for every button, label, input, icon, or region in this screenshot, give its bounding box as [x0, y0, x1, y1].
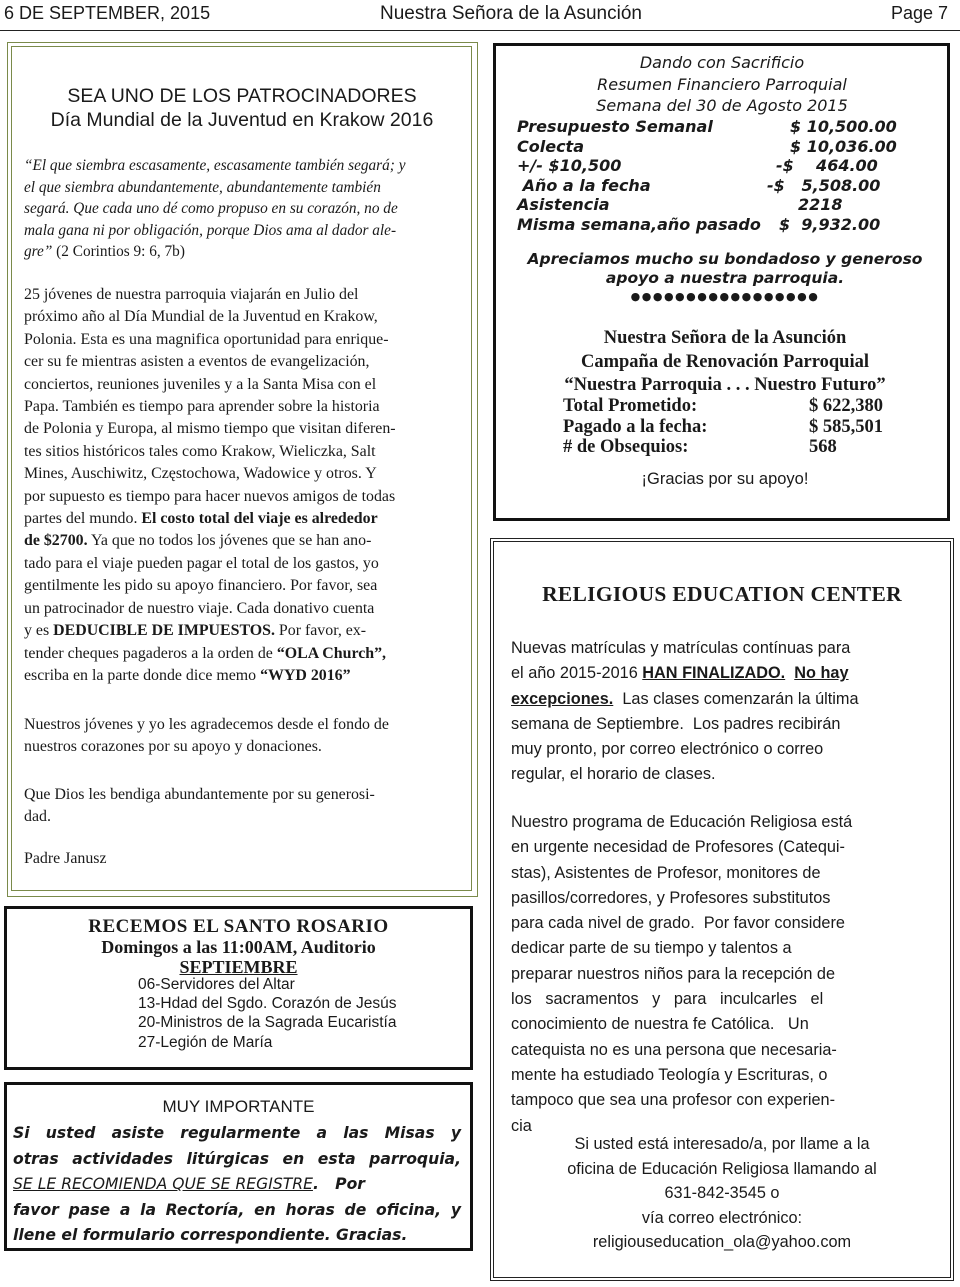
- important-body: [13, 1121, 461, 1249]
- thanks-line: Nuestros jóvenes y yo les agradecemos desde el fondo de: [24, 716, 389, 733]
- religious-line: regular, el horario de clases.: [511, 765, 716, 784]
- quote-line: gre”: [24, 243, 53, 260]
- tax-deductible-text: DEDUCIBLE DE IMPUESTOS.: [53, 622, 275, 640]
- important-line: Si usted asiste regularmente a las Misas y: [13, 1124, 461, 1142]
- memo-text: “WYD 2016”: [260, 666, 351, 684]
- finance-row: Asistencia 2218: [517, 195, 843, 215]
- important-line: . Por: [312, 1175, 365, 1193]
- finance-week: Semana del 30 de Agosto 2015: [596, 96, 848, 115]
- religious-line: Nuestro programa de Educación Religiosa está: [511, 813, 853, 831]
- quote-line: mala gana ni por obligación, porque Dios ama al dador ale-: [24, 221, 397, 239]
- religious-contact: [495, 1132, 949, 1255]
- contact-line: oficina de Educación Religiosa llamando al: [567, 1159, 877, 1178]
- body-line: Polonia. Esta es una magnifica oportunidad para enrique-: [24, 330, 389, 348]
- body-line: conciertos, reuniones juveniles y a la Santa Misa con el: [24, 375, 377, 393]
- patron-thanks: [24, 714, 454, 758]
- religious-line: el año 2015-2016: [511, 664, 643, 683]
- campaign-table: [563, 396, 933, 458]
- body-line: tado para el viaje pueden pagar el total de los gastos, yo: [24, 554, 379, 572]
- religious-volunteers: [511, 810, 941, 1139]
- patron-body: [24, 284, 452, 687]
- religious-line: stas), Asistentes de Profesor, monitores de: [511, 863, 821, 882]
- quote-line: “El que siembra escasamente, escasamente también segará; y: [24, 157, 406, 174]
- body-line: Papa. También es tiempo para aprender sobre la historia: [24, 398, 380, 416]
- important-line: favor pase a la Rectoría, en horas de oficina, y: [13, 1200, 461, 1219]
- finance-thanks-line: Apreciamos mucho su bondadoso y generoso: [527, 250, 923, 268]
- body-line: gentilmente les pido su apoyo financiero. Por favor, sea: [24, 577, 378, 595]
- body-line: 25 jóvenes de nuestra parroquia viajarán en Julio del: [24, 286, 359, 303]
- contact-email[interactable]: religiouseducation_ola@yahoo.com: [592, 1233, 852, 1252]
- body-line: de Polonia y Europa, al mismo tiempo que visitan diferen-: [24, 420, 396, 438]
- blessing-line: dad.: [24, 808, 51, 825]
- campaign-title: Nuestra Señora de la Asunción: [603, 328, 847, 348]
- patron-title-line1: SEA UNO DE LOS PATROCINADORES: [67, 85, 417, 107]
- campaign-row: Pagado a la fecha: $ 585,501: [563, 416, 883, 437]
- body-line: un patrocinador de nuestro viaje. Cada donativo cuenta: [24, 599, 375, 617]
- rosary-title: RECEMOS EL SANTO ROSARIO: [88, 916, 389, 937]
- rosary-item: 20-Ministros de la Sagrada Eucaristía: [138, 1014, 397, 1032]
- header-rule: [0, 30, 960, 31]
- important-title: MUY IMPORTANTE: [162, 1097, 315, 1116]
- religious-line: en urgente necesidad de Profesores (Catequi-: [511, 838, 845, 857]
- rosary-schedule: [138, 975, 397, 1052]
- campaign-row: Total Prometido: $ 622,380: [563, 396, 883, 416]
- campaign-slogan: “Nuestra Parroquia . . . Nuestro Futuro”: [564, 375, 886, 395]
- blessing-line: Que Dios les bendiga abundantemente por su generosi-: [24, 786, 375, 803]
- body-line: y es: [24, 622, 54, 640]
- religious-line: preparar nuestros niños para la recepción de: [511, 964, 836, 983]
- religious-line: Las clases comenzarán la última: [613, 689, 859, 708]
- religious-line: dedicar parte de su tiempo y talentos a: [511, 939, 792, 958]
- religious-line: pasillos/corredores, y Profesores substitutos: [511, 888, 831, 907]
- header-title: Nuestra Señora de la Asunción: [380, 3, 642, 24]
- quote-citation: (2 Corintios 9: 6, 7b): [52, 243, 185, 260]
- religious-title: RELIGIOUS EDUCATION CENTER: [542, 582, 902, 606]
- rosary-item: 06-Servidores del Altar: [138, 976, 295, 993]
- finance-row: Año a la fecha -$ 5,508.00: [517, 175, 881, 195]
- rosary-item: 27-Legión de María: [138, 1033, 273, 1051]
- body-line: escriba en la parte donde dice memo: [24, 666, 261, 684]
- trip-cost-amount: de $2700.: [24, 532, 88, 550]
- body-line: por supuesto es tiempo para hacer nuevos amigos de todas: [24, 487, 396, 505]
- finance-thanks: [500, 250, 950, 288]
- header-date: 6 DE SEPTEMBER, 2015: [4, 3, 211, 23]
- quote-line: segará. Que cada uno dé como propuso en su corazón, no de: [24, 200, 398, 217]
- body-line: cer su fe mientras asisten a eventos de evangelización,: [24, 353, 370, 371]
- no-exceptions-cont: excepciones.: [511, 689, 614, 708]
- religious-line: semana de Septiembre. Los padres recibirán: [511, 714, 841, 733]
- religious-line: Nuevas matrículas y matrículas contínuas para: [511, 639, 851, 657]
- body-line: partes del mundo.: [24, 510, 142, 528]
- finance-row: Misma semana,año pasado $ 9,932.00: [517, 214, 881, 234]
- patron-blessing: [24, 784, 454, 828]
- finance-subtitle: Resumen Financiero Parroquial: [597, 74, 847, 94]
- campaign-titles: [500, 326, 950, 374]
- campaign-row: # de Obsequios: 568: [563, 437, 837, 457]
- patron-signature: Padre Janusz: [24, 850, 107, 867]
- body-line: tender cheques pagaderos a la orden de: [24, 644, 277, 662]
- campaign-thanks: ¡Gracias por su apoyo!: [641, 470, 809, 488]
- religious-line: tampoco que sea una profesor con experien-: [511, 1091, 836, 1110]
- register-notice: SE LE RECOMIENDA QUE SE REGISTRE: [13, 1175, 313, 1193]
- body-line: Por favor, ex-: [274, 622, 367, 640]
- finance-title: Dando con Sacrificio: [639, 53, 805, 72]
- dot-divider: ●●●●●●●●●●●●●●●●●: [630, 290, 820, 303]
- finance-row: Colecta $ 10,036.00: [517, 136, 897, 156]
- religious-line: los sacramentos y para inculcarles el: [511, 990, 824, 1009]
- body-line: tes sitios históricos tales como Krakow, Wieliczka, Salt: [24, 442, 376, 460]
- payee-text: “OLA Church”,: [276, 644, 387, 662]
- rosary-month: SEPTIEMBRE: [179, 957, 298, 977]
- body-line: próximo año al Día Mundial de la Juventud en Krakow,: [24, 308, 378, 326]
- religious-line: cia: [511, 1116, 532, 1135]
- finance-table: [517, 117, 937, 235]
- thanks-line: nuestros corazones por su apoyo y donaciones.: [24, 738, 322, 755]
- patron-title-line2: Día Mundial de la Juventud en Krakow 2016: [50, 109, 434, 131]
- patron-quote: [24, 155, 458, 263]
- campaign-subtitle: Campaña de Renovación Parroquial: [581, 352, 869, 372]
- no-exceptions: No hay: [794, 664, 849, 683]
- body-line: Mines, Auschiwitz, Częstochowa, Wadowice y otros. Y: [24, 465, 377, 483]
- finance-row: +/- $10,500 -$ 464.00: [517, 156, 878, 176]
- enrollment-closed: HAN FINALIZADO.: [642, 664, 786, 683]
- religious-line: conocimiento de nuestra fe Católica. Un: [511, 1015, 809, 1034]
- contact-line: Si usted está interesado/a, por llame a la: [574, 1135, 870, 1153]
- important-line: llene el formulario correspondiente. Gracias.: [13, 1226, 408, 1244]
- contact-line: vía correo electrónico:: [641, 1208, 803, 1227]
- finance-thanks-line: apoyo a nuestra parroquia.: [605, 269, 845, 287]
- spacer: [785, 664, 794, 682]
- quote-line: el que siembra abundantemente, abundantemente también: [24, 178, 381, 196]
- religious-line: mente ha estudiado Teología y Escrituras, o: [511, 1065, 828, 1084]
- religious-line: catequista no es una persona que necesaria-: [511, 1040, 837, 1059]
- finance-row: Presupuesto Semanal $ 10,500.00: [517, 117, 897, 136]
- finance-titles: [500, 52, 944, 117]
- religious-enrollment: [511, 636, 941, 788]
- important-line: otras actividades litúrgicas en esta parroquia,: [13, 1149, 461, 1168]
- header-page-number: Page 7: [890, 3, 948, 23]
- contact-phone: 631-842-3545 o: [664, 1184, 780, 1203]
- trip-cost-text: El costo total del viaje es alrededor: [141, 510, 378, 528]
- body-line: Ya que no todos los jóvenes que se han ano-: [87, 532, 372, 550]
- religious-line: para cada nivel de grado. Por favor considere: [511, 914, 845, 933]
- religious-line: muy pronto, por correo electrónico o correo: [511, 740, 824, 759]
- patron-title: [20, 84, 464, 132]
- rosary-item: 13-Hdad del Sgdo. Corazón de Jesús: [138, 995, 397, 1013]
- rosary-subtitle: Domingos a las 11:00AM, Auditorio: [101, 937, 376, 957]
